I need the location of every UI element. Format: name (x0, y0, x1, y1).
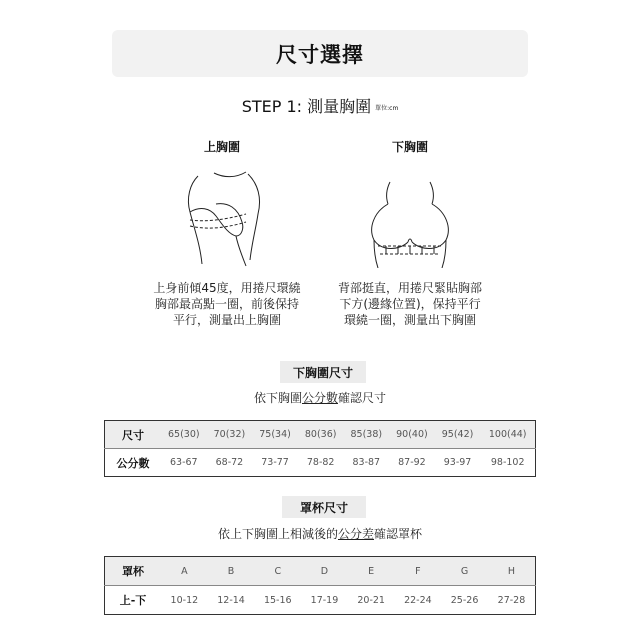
step-heading (0, 94, 640, 117)
cup-size-note (0, 525, 640, 542)
lower-bust-figure (360, 168, 460, 268)
band-note-underlined: 公分數 (301, 391, 338, 405)
table-cell: 83-87 (344, 449, 390, 477)
table-cell: 22-24 (395, 586, 442, 615)
table-cell: 27-28 (488, 586, 536, 615)
table-cell: 100(44) (480, 421, 535, 449)
step-label: STEP 1: 測量胸圍 (241, 97, 372, 116)
table-cell: 25-26 (441, 586, 488, 615)
cup-size-table (104, 556, 536, 615)
band-size-note (0, 389, 640, 406)
cup-note-underlined: 公分差 (337, 527, 374, 541)
row-header: 罩杯 (105, 557, 162, 586)
table-cell: A (161, 557, 208, 586)
upper-desc-line: 平行，測量出上胸圍 (172, 313, 281, 327)
upper-bust-label: 上胸圍 (204, 140, 241, 154)
table-row (105, 586, 536, 615)
table-row (105, 421, 536, 449)
table-cell: 95(42) (435, 421, 481, 449)
cup-note-post: 確認罩杯 (374, 527, 423, 541)
table-row (105, 557, 536, 586)
table-cell: 87-92 (389, 449, 435, 477)
table-cell: 80(36) (298, 421, 344, 449)
page-title: 尺寸選擇 (276, 42, 364, 67)
upper-desc-line: 上身前傾45度，用捲尺環繞 (153, 281, 301, 295)
table-cell: 90(40) (389, 421, 435, 449)
cup-size-section-label: 罩杯尺寸 (282, 496, 366, 518)
row-header: 上-下 (105, 586, 162, 615)
table-cell: 17-19 (301, 586, 348, 615)
table-cell: H (488, 557, 536, 586)
table-cell: C (254, 557, 301, 586)
table-cell: G (441, 557, 488, 586)
table-cell: 98-102 (480, 449, 535, 477)
lower-bust-instructions (315, 280, 505, 328)
table-cell: 68-72 (207, 449, 253, 477)
table-cell: E (348, 557, 395, 586)
table-cell: 63-67 (161, 449, 207, 477)
upper-bust-instructions (132, 280, 322, 328)
upper-desc-line: 胸部最高點一圈，前後保持 (154, 297, 299, 311)
table-cell: 78-82 (298, 449, 344, 477)
table-cell: 85(38) (344, 421, 390, 449)
table-cell: 12-14 (208, 586, 255, 615)
table-cell: 75(34) (252, 421, 298, 449)
table-row (105, 449, 536, 477)
band-note-pre: 依下胸圍 (253, 391, 302, 405)
table-cell: 70(32) (207, 421, 253, 449)
band-note-post: 確認尺寸 (338, 391, 387, 405)
lower-bust-label: 下胸圍 (392, 140, 429, 154)
band-size-table (104, 420, 536, 477)
band-size-section-label: 下胸圍尺寸 (280, 361, 366, 383)
table-cell: B (208, 557, 255, 586)
row-header: 尺寸 (105, 421, 162, 449)
table-cell: 10-12 (161, 586, 208, 615)
row-header: 公分數 (105, 449, 162, 477)
upper-bust-figure (176, 168, 276, 268)
table-cell: 93-97 (435, 449, 481, 477)
unit-label: 單位:cm (375, 105, 399, 112)
lower-desc-line: 下方(邊緣位置)，保持平行 (339, 297, 481, 311)
table-cell: F (395, 557, 442, 586)
lower-desc-line: 環繞一圈，測量出下胸圍 (343, 313, 476, 327)
lower-desc-line: 背部挺直，用捲尺緊貼胸部 (337, 281, 482, 295)
title-banner (112, 30, 528, 77)
table-cell: 73-77 (252, 449, 298, 477)
table-cell: 65(30) (161, 421, 207, 449)
cup-note-pre: 依上下胸圍上相減後的 (217, 527, 338, 541)
table-cell: 15-16 (254, 586, 301, 615)
table-cell: 20-21 (348, 586, 395, 615)
table-cell: D (301, 557, 348, 586)
